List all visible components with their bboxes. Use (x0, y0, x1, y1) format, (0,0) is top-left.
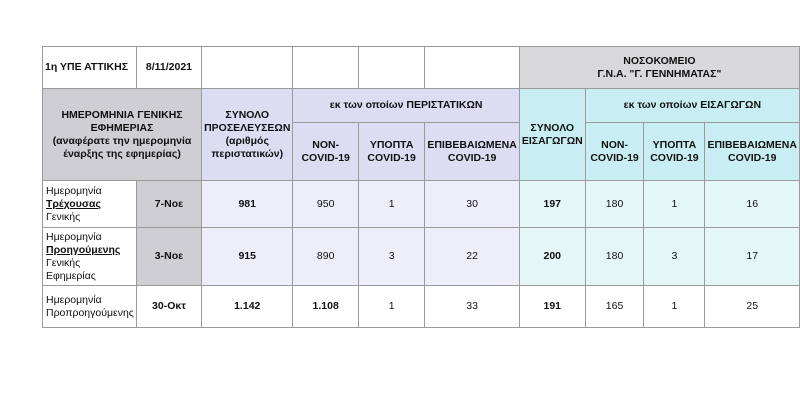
empty-cell (202, 47, 293, 89)
admissions-total: 191 (519, 286, 585, 328)
row-label-line: Γενικής (46, 210, 81, 223)
total-visits: 915 (202, 228, 293, 286)
region-cell: 1η ΥΠΕ ΑΤΤΙΚΗΣ (43, 47, 137, 89)
row-label (43, 286, 137, 328)
total-visits-header (202, 89, 293, 181)
row-label-line: Ημερομηνία (46, 230, 102, 243)
suspected-value: 1 (358, 181, 424, 228)
total-admissions-header: ΣΥΝΟΛΟ ΕΙΣΑΓΩΓΩΝ (519, 89, 585, 181)
adm-non-covid-value: 180 (585, 228, 644, 286)
hospital-title: ΝΟΣΟΚΟΜΕΙΟ (623, 54, 696, 67)
row-label-line: Εφημερίας (46, 269, 96, 282)
table-row (43, 181, 800, 228)
adm-non-covid-header: NON-COVID-19 (585, 123, 644, 181)
empty-cell (425, 47, 520, 89)
adm-suspected-value: 3 (644, 228, 705, 286)
non-covid-header: NON-COVID-19 (293, 123, 359, 181)
non-covid-value: 950 (293, 181, 359, 228)
duty-date-note: (αναφέρατε την ημερομηνία έναρξης της εφημερίας) (52, 134, 192, 160)
total-visits: 1.142 (202, 286, 293, 328)
adm-suspected-value: 1 (644, 181, 705, 228)
suspected-header: ΥΠΟΠΤΑ COVID-19 (358, 123, 424, 181)
confirmed-header: ΕΠΙΒΕΒΑΙΩΜΕΝΑ COVID-19 (425, 123, 520, 181)
adm-confirmed-value: 25 (705, 286, 800, 328)
adm-suspected-value: 1 (644, 286, 705, 328)
total-visits-note: (αριθμός περιστατικών) (211, 134, 284, 160)
report-date: 8/11/2021 (136, 47, 201, 89)
adm-confirmed-value: 16 (705, 181, 800, 228)
empty-cell (293, 47, 359, 89)
total-visits-title: ΣΥΝΟΛΟ ΠΡΟΣΕΛΕΥΣΕΩΝ (204, 108, 291, 134)
adm-confirmed-value: 17 (705, 228, 800, 286)
hospital-duty-table (42, 46, 800, 328)
row-label (43, 181, 137, 228)
hospital-name: Γ.Ν.Α. "Γ. ΓΕΝΝΗΜΑΤΑΣ" (597, 67, 722, 80)
row-label (43, 228, 137, 286)
duty-date: 30-Οκτ (136, 286, 201, 328)
duty-date: 3-Νοε (136, 228, 201, 286)
row-label-line: Ημερομηνία (46, 184, 102, 197)
admissions-total: 200 (519, 228, 585, 286)
duty-date-title: ΗΜΕΡΟΜΗΝΙΑ ΓΕΝΙΚΗΣ ΕΦΗΜΕΡΙΑΣ (61, 108, 183, 134)
suspected-value: 3 (358, 228, 424, 286)
non-covid-value: 890 (293, 228, 359, 286)
table-row (43, 286, 800, 328)
row-label-line: Προηγούμενης (46, 243, 121, 256)
row-label-line: Ημερομηνία (46, 293, 102, 306)
total-visits: 981 (202, 181, 293, 228)
duty-date-header (43, 89, 202, 181)
confirmed-value: 33 (425, 286, 520, 328)
adm-confirmed-header: ΕΠΙΒΕΒΑΙΩΜΕΝΑ COVID-19 (705, 123, 800, 181)
adm-non-covid-value: 165 (585, 286, 644, 328)
admissions-total: 197 (519, 181, 585, 228)
cases-group-header: εκ των οποίων ΠΕΡΙΣΤΑΤΙΚΩΝ (293, 89, 519, 123)
non-covid-value: 1.108 (293, 286, 359, 328)
empty-cell (358, 47, 424, 89)
admissions-group-header: εκ των οποίων ΕΙΣΑΓΩΓΩΝ (585, 89, 799, 123)
duty-date: 7-Νοε (136, 181, 201, 228)
adm-non-covid-value: 180 (585, 181, 644, 228)
adm-suspected-header: ΥΠΟΠΤΑ COVID-19 (644, 123, 705, 181)
row-label-line: Γενικής (46, 256, 81, 269)
confirmed-value: 22 (425, 228, 520, 286)
hospital-name-cell (519, 47, 799, 89)
confirmed-value: 30 (425, 181, 520, 228)
table-row (43, 228, 800, 286)
row-label-line: Προπροηγούμενης (46, 306, 134, 319)
suspected-value: 1 (358, 286, 424, 328)
row-label-line: Τρέχουσας (46, 197, 101, 210)
